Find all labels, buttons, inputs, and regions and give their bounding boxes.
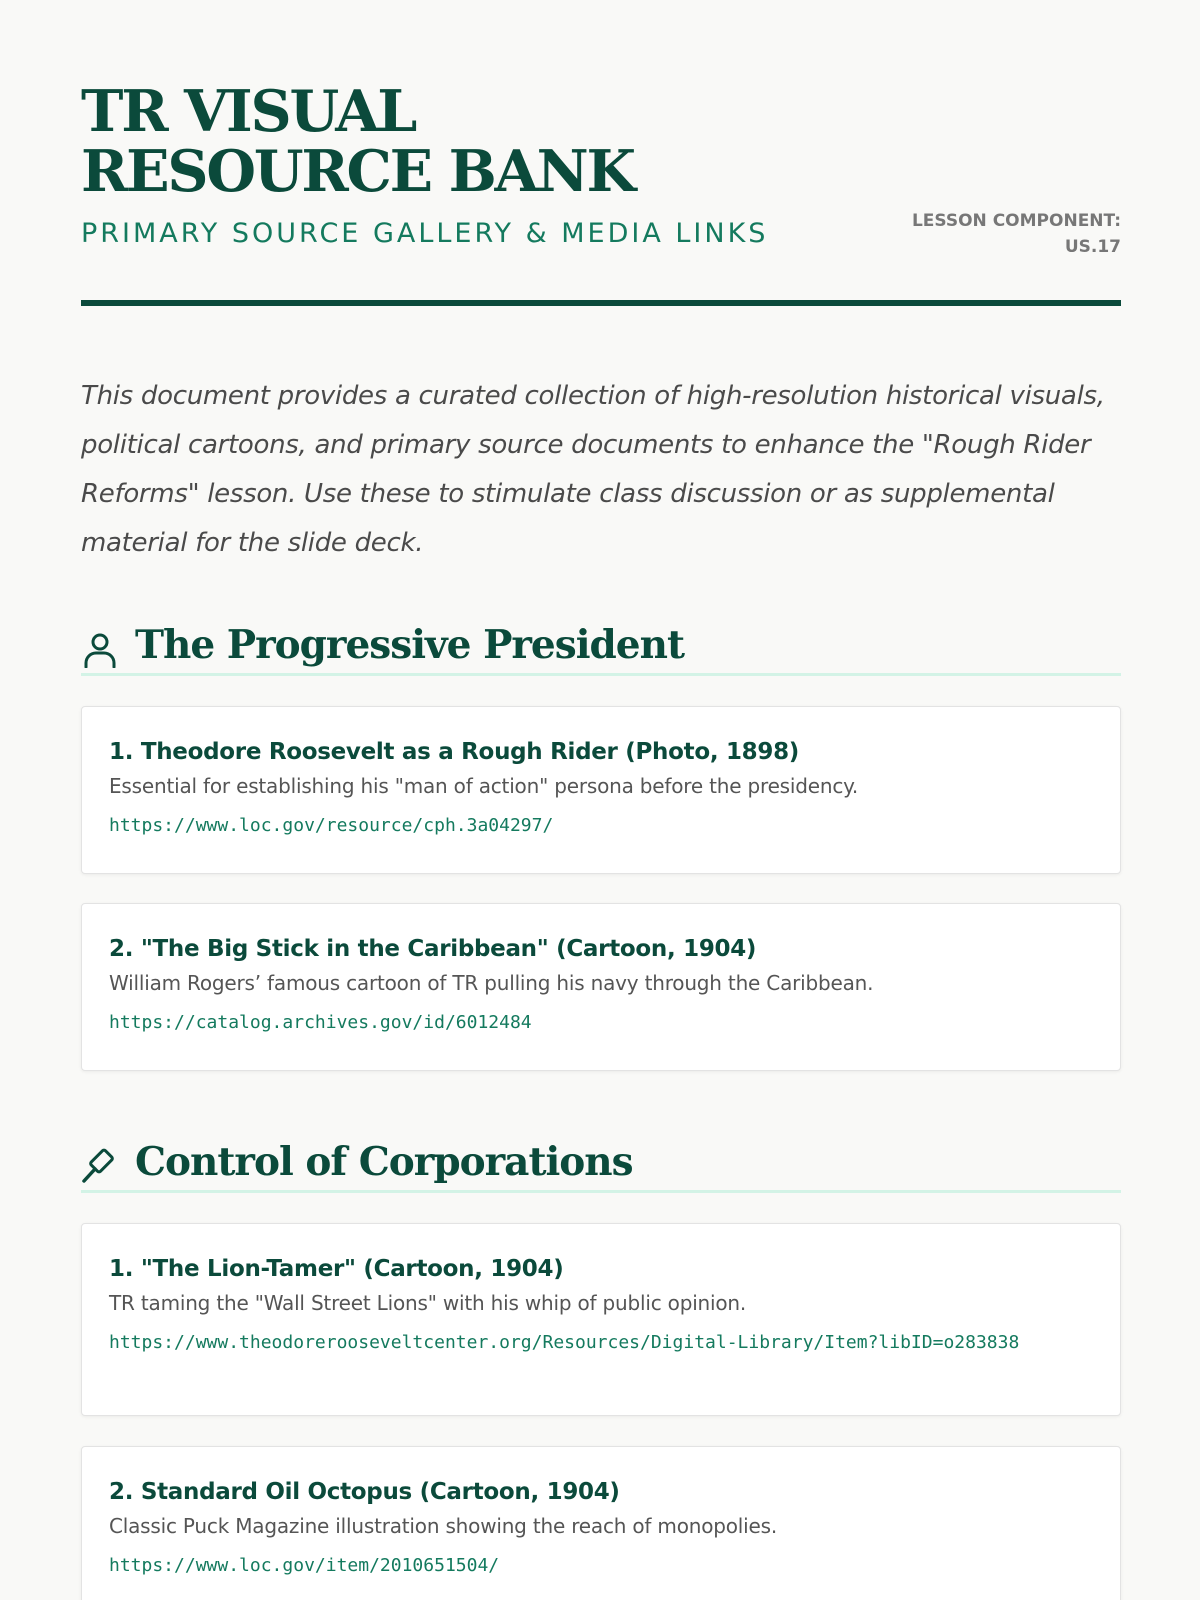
resource-card — [81, 1223, 1121, 1416]
section-heading — [81, 1129, 1121, 1193]
section-progressive-president — [81, 612, 1121, 1033]
header-divider — [81, 300, 1121, 306]
resource-description: Classic Puck Magazine illustration showing the reach of monopolies. — [109, 1514, 777, 1538]
resource-link[interactable]: https://www.loc.gov/resource/cph.3a04297/ — [109, 815, 554, 836]
document-header — [81, 0, 1121, 308]
section-heading — [81, 612, 1121, 676]
resource-title: 2. "The Big Stick in the Caribbean" (Cartoon, 1904) — [109, 936, 757, 962]
resource-description: Essential for establishing his "man of action" persona before the presidency. — [109, 774, 859, 798]
resource-link[interactable]: https://catalog.archives.gov/id/6012484 — [109, 1012, 532, 1033]
resource-card — [81, 706, 1121, 874]
resource-title: 2. Standard Oil Octopus (Cartoon, 1904) — [109, 1479, 620, 1505]
intro-paragraph: This document provides a curated collection of high-resolution historical visuals, political cartoons, and primary source documents to enhance the "Rough Rider Reforms" lesson. Use these to stimulate class discussion or as supplemental material for the slide deck. — [81, 381, 1105, 558]
resource-description: TR taming the "Wall Street Lions" with his whip of public opinion. — [109, 1291, 747, 1315]
resource-link[interactable]: https://www.theodorerooseveltcenter.org/Resources/Digital-Library/Item?libID=o283838 — [109, 1332, 1020, 1353]
gavel-icon — [81, 1147, 119, 1185]
section-title: The Progressive President — [135, 622, 684, 668]
document-page — [81, 0, 1121, 1576]
person-icon — [81, 630, 119, 668]
lesson-component-label: LESSON COMPONENT: US.17 — [911, 211, 1121, 257]
resource-card — [81, 1446, 1121, 1600]
section-control-of-corporations — [81, 1129, 1121, 1576]
document-subtitle: PRIMARY SOURCE GALLERY & MEDIA LINKS — [81, 218, 769, 249]
resource-card — [81, 903, 1121, 1071]
resource-link[interactable]: https://www.loc.gov/item/2010651504/ — [109, 1555, 500, 1576]
section-title: Control of Corporations — [135, 1139, 633, 1185]
document-title: TR VISUAL RESOURCE BANK — [81, 78, 634, 205]
resource-description: William Rogers’ famous cartoon of TR pulling his navy through the Caribbean. — [109, 971, 874, 995]
resource-title: 1. Theodore Roosevelt as a Rough Rider (Photo, 1898) — [109, 739, 799, 765]
resource-title: 1. "The Lion-Tamer" (Cartoon, 1904) — [109, 1256, 564, 1282]
